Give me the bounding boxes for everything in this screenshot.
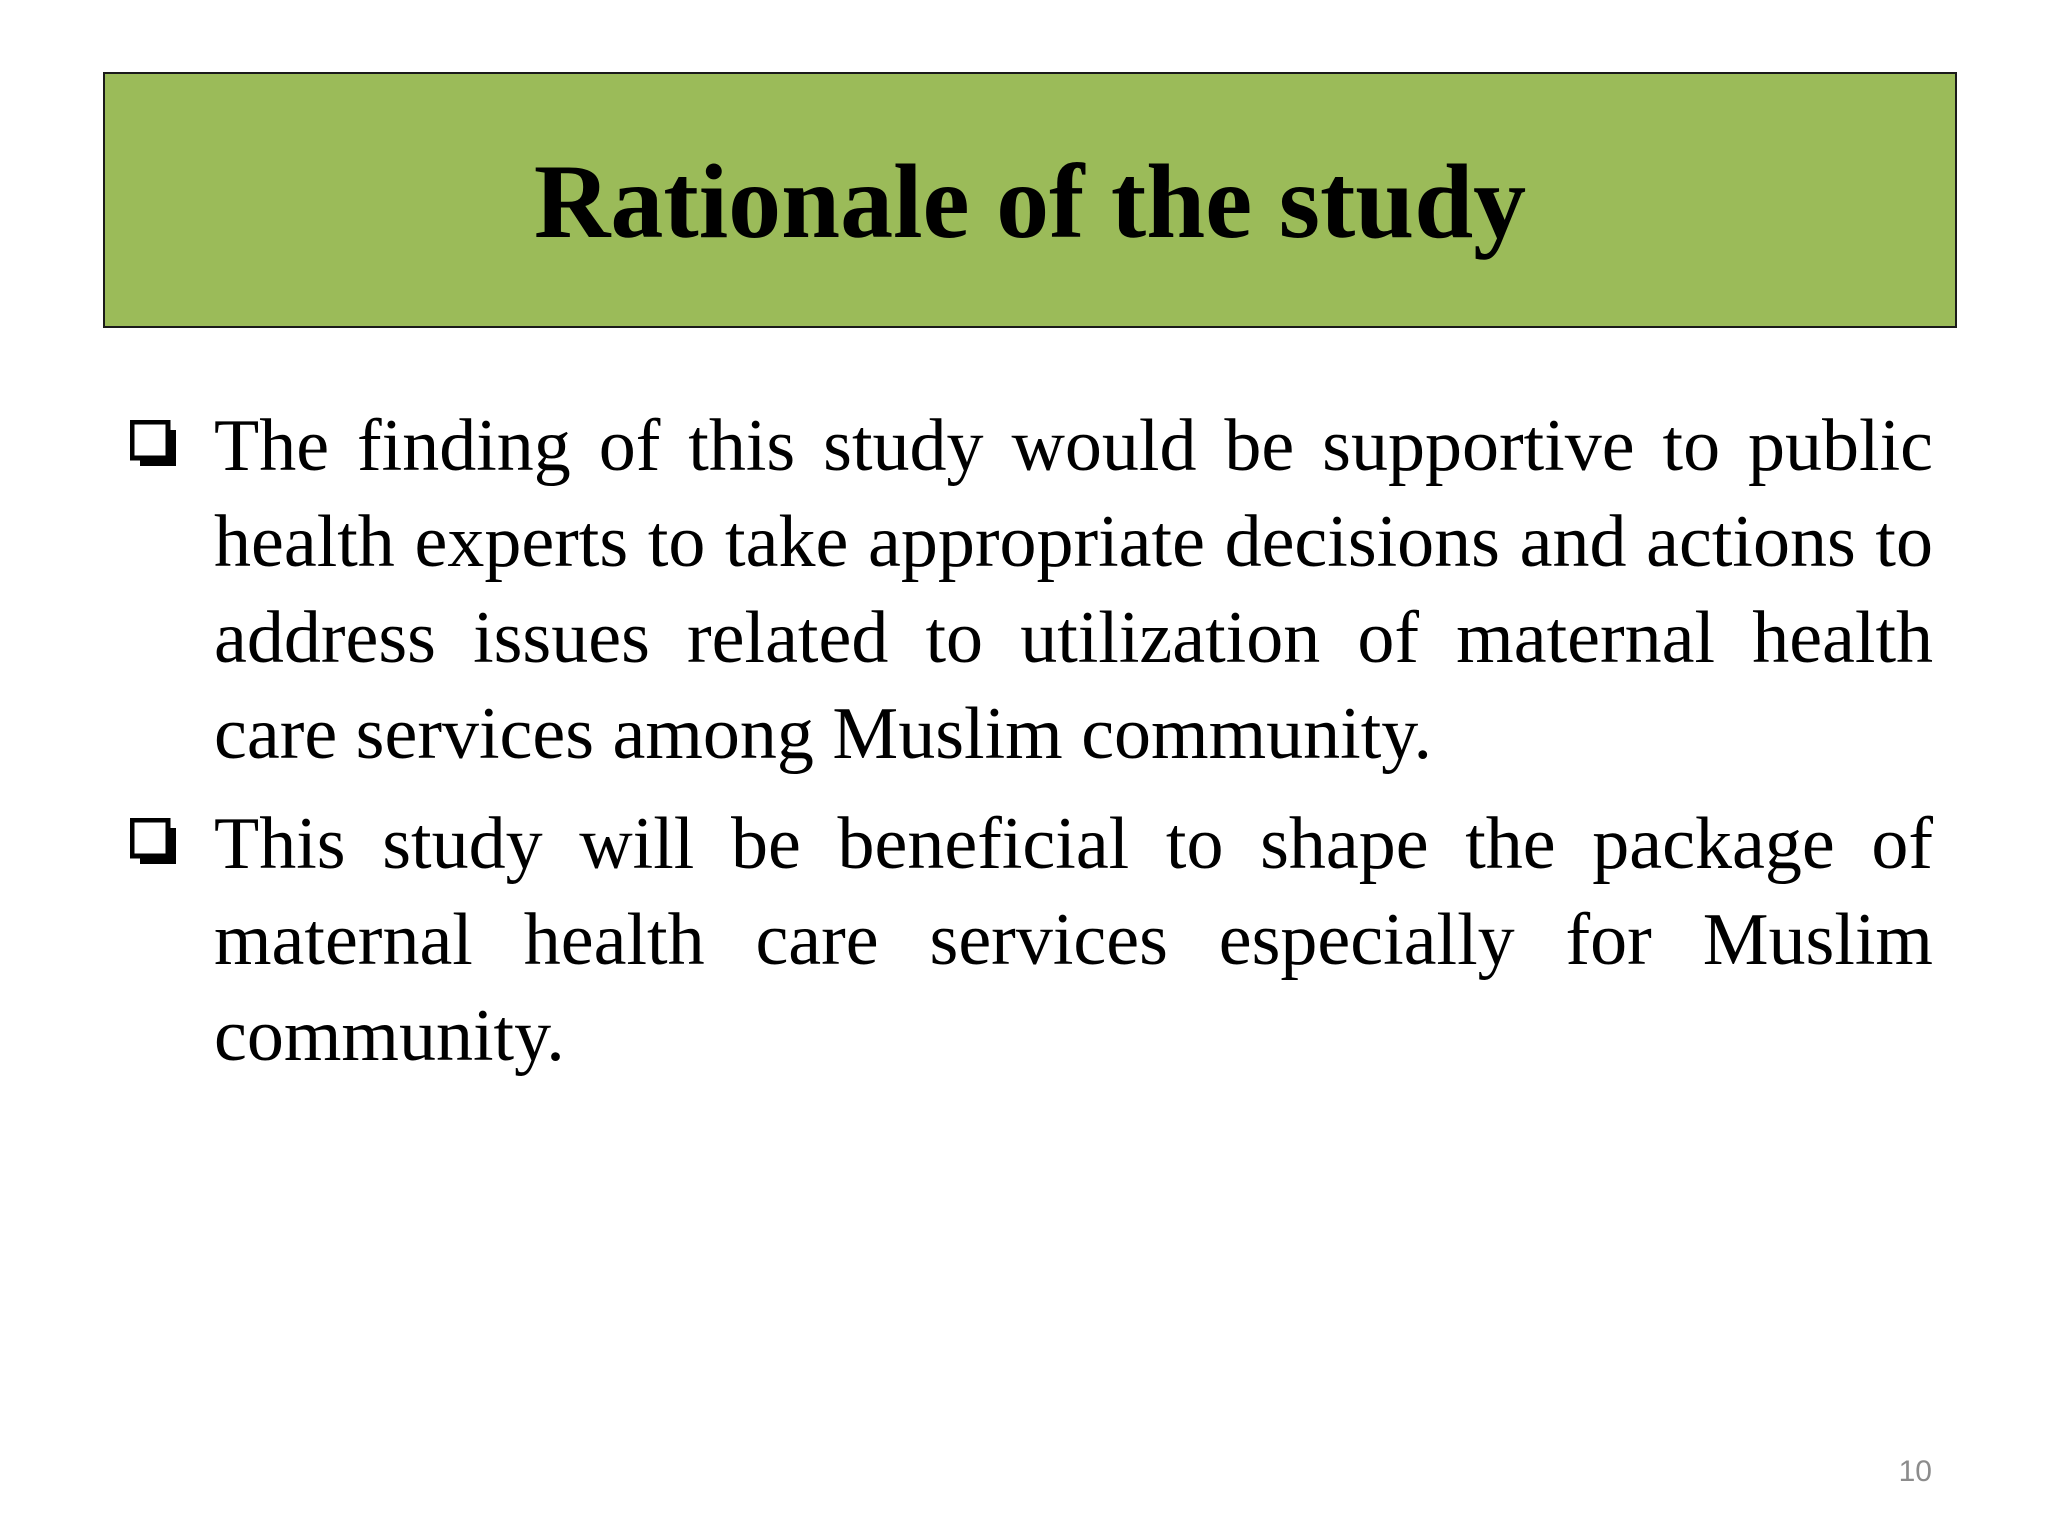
title-banner: [103, 72, 1957, 328]
page-number: 10: [1898, 1455, 1932, 1488]
slide-title: Rationale of the study: [533, 143, 1527, 260]
hollow-square-bullet-icon: [130, 818, 180, 868]
bullet-text: The finding of this study would be supportive to public health experts to take appropriate decisions and actions to address issues related to utilization of maternal health care services among Muslim community.: [214, 405, 1933, 775]
bullet-item: [128, 398, 1933, 782]
hollow-square-bullet-icon: [130, 420, 180, 470]
bullet-list: [128, 398, 1933, 1098]
bullet-item: [128, 796, 1933, 1084]
bullet-text: This study will be beneficial to shape the package of maternal health care services especially for Muslim community.: [214, 803, 1933, 1077]
